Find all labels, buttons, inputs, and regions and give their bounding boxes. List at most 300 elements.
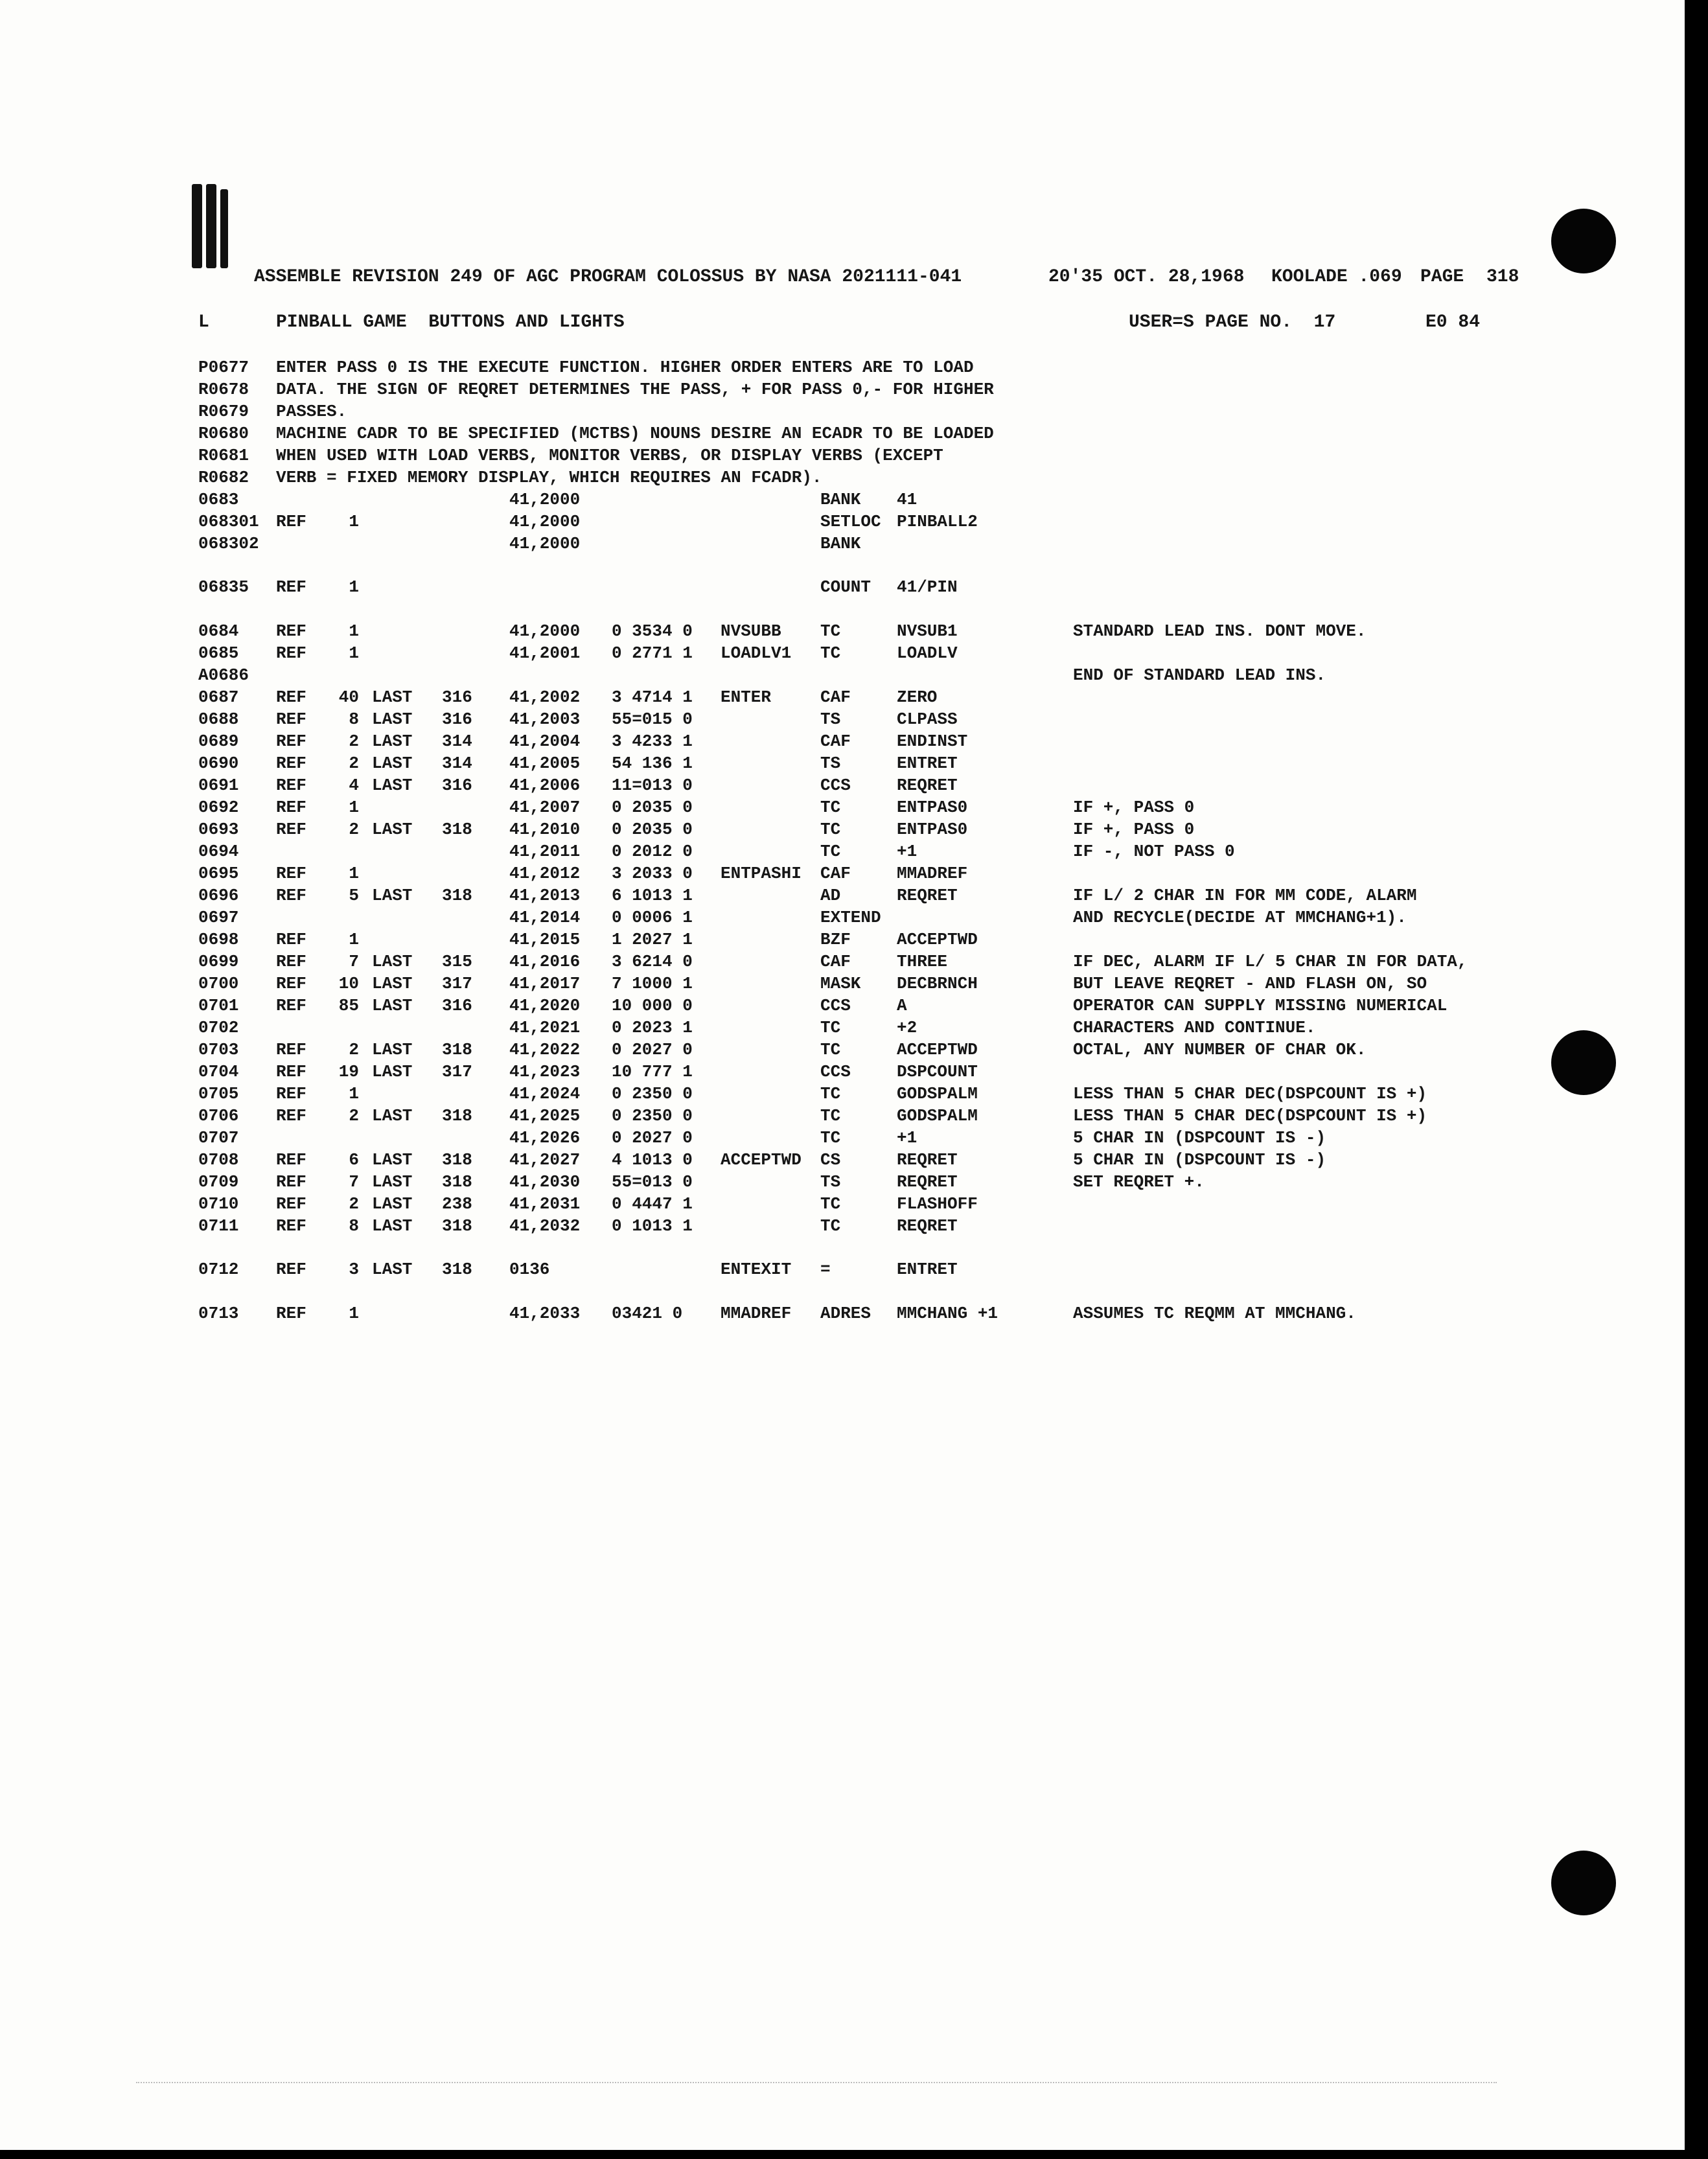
row-loc: 41,2000 — [509, 490, 581, 509]
row-pg: 318 — [442, 1216, 472, 1236]
row-seq: 0684 — [198, 621, 239, 641]
row-pg: 315 — [442, 952, 472, 971]
row-seq: 06835 — [198, 577, 249, 597]
row-ref: REF — [276, 643, 306, 663]
row-op: TS — [820, 754, 841, 773]
row-operand: ENTPAS0 — [897, 798, 968, 817]
row-pg: 238 — [442, 1194, 472, 1214]
row-op: TC — [820, 643, 841, 663]
row-loc: 41,2000 — [509, 621, 581, 641]
row-operand: ACCEPTWD — [897, 1040, 978, 1059]
row-ref: REF — [276, 1040, 306, 1059]
row-ref: REF — [276, 687, 306, 707]
row-cnt: 6 — [349, 1150, 359, 1170]
row-op: BZF — [820, 930, 851, 949]
row-operand: GODSPALM — [897, 1084, 978, 1103]
row-comment: LESS THAN 5 CHAR DEC(DSPCOUNT IS +) — [1073, 1084, 1427, 1103]
row-val: 3 4233 1 — [612, 732, 693, 751]
row-ref: REF — [276, 754, 306, 773]
row-operand: REQRET — [897, 886, 958, 905]
row-seq: 0689 — [198, 732, 239, 751]
row-last: LAST — [372, 1194, 413, 1214]
row-seq: 0700 — [198, 974, 239, 993]
row-ref: REF — [276, 952, 306, 971]
row-comment: SET REQRET +. — [1073, 1172, 1205, 1192]
row-pg: 318 — [442, 1106, 472, 1126]
row-loc: 41,2006 — [509, 776, 581, 795]
row-operand: ENTRET — [897, 754, 958, 773]
row-seq: 0688 — [198, 710, 239, 729]
row-cnt: 4 — [349, 776, 359, 795]
row-operand: A — [897, 996, 907, 1015]
row-cnt: 2 — [349, 1106, 359, 1126]
row-last: LAST — [372, 1106, 413, 1126]
row-loc: 41,2030 — [509, 1172, 581, 1192]
row-comment: STANDARD LEAD INS. DONT MOVE. — [1073, 621, 1367, 641]
row-op: EXTEND — [820, 908, 881, 927]
row-val: 6 1013 1 — [612, 886, 693, 905]
row-seq: 0702 — [198, 1018, 239, 1037]
row-cnt: 1 — [349, 930, 359, 949]
row-comment: OCTAL, ANY NUMBER OF CHAR OK. — [1073, 1040, 1367, 1059]
row-seq: 0701 — [198, 996, 239, 1015]
row-seq: 0694 — [198, 842, 239, 861]
row-last: LAST — [372, 1172, 413, 1192]
row-comment: IF +, PASS 0 — [1073, 798, 1195, 817]
row-val: 0 2023 1 — [612, 1018, 693, 1037]
row-pg: 316 — [442, 710, 472, 729]
row-seq: 0690 — [198, 754, 239, 773]
row-last: LAST — [372, 776, 413, 795]
row-loc: 41,2016 — [509, 952, 581, 971]
row-loc: 41,2002 — [509, 687, 581, 707]
row-val: 3 6214 0 — [612, 952, 693, 971]
row-ref: REF — [276, 1106, 306, 1126]
row-op: CAF — [820, 732, 851, 751]
row-val: 0 2027 0 — [612, 1040, 693, 1059]
row-last: LAST — [372, 1216, 413, 1236]
row-label: ENTPASHI — [721, 864, 802, 883]
row-loc: 41,2033 — [509, 1304, 581, 1323]
row-operand: PINBALL2 — [897, 512, 978, 531]
remark-text: DATA. THE SIGN OF REQRET DETERMINES THE PASS, + FOR PASS 0,- FOR HIGHER — [276, 380, 994, 399]
row-op: = — [820, 1260, 831, 1279]
row-pg: 316 — [442, 776, 472, 795]
row-ref: REF — [276, 1062, 306, 1081]
row-comment: AND RECYCLE(DECIDE AT MMCHANG+1). — [1073, 908, 1407, 927]
row-cnt: 2 — [349, 1040, 359, 1059]
row-comment: IF L/ 2 CHAR IN FOR MM CODE, ALARM — [1073, 886, 1417, 905]
row-operand: REQRET — [897, 1150, 958, 1170]
row-last: LAST — [372, 1062, 413, 1081]
row-operand: +2 — [897, 1018, 917, 1037]
row-operand: 41 — [897, 490, 917, 509]
row-cnt: 1 — [349, 621, 359, 641]
row-cnt: 2 — [349, 732, 359, 751]
row-label: NVSUBB — [721, 621, 781, 641]
row-cnt: 19 — [338, 1062, 359, 1081]
row-op: CCS — [820, 996, 851, 1015]
row-loc: 41,2007 — [509, 798, 581, 817]
row-seq: 0710 — [198, 1194, 239, 1214]
row-seq: 0706 — [198, 1106, 239, 1126]
row-val: 0 2350 0 — [612, 1106, 693, 1126]
row-val: 0 2350 0 — [612, 1084, 693, 1103]
remark-text: MACHINE CADR TO BE SPECIFIED (MCTBS) NOUNS DESIRE AN ECADR TO BE LOADED — [276, 424, 994, 443]
row-ref: REF — [276, 1150, 306, 1170]
row-loc: 41,2031 — [509, 1194, 581, 1214]
remark-text: PASSES. — [276, 402, 347, 421]
row-operand: REQRET — [897, 1172, 958, 1192]
row-comment: LESS THAN 5 CHAR DEC(DSPCOUNT IS +) — [1073, 1106, 1427, 1126]
bottom-dotted-line — [136, 2082, 1497, 2083]
row-cnt: 7 — [349, 952, 359, 971]
punch-hole — [1551, 1851, 1616, 1915]
row-operand: MMADREF — [897, 864, 968, 883]
row-cnt: 1 — [349, 798, 359, 817]
row-pg: 314 — [442, 754, 472, 773]
row-seq: 0712 — [198, 1260, 239, 1279]
row-op: CAF — [820, 864, 851, 883]
row-loc: 0136 — [509, 1260, 550, 1279]
remark-text: VERB = FIXED MEMORY DISPLAY, WHICH REQUIRES AN FCADR). — [276, 468, 822, 487]
row-operand: REQRET — [897, 1216, 958, 1236]
row-seq: 0683 — [198, 490, 239, 509]
row-operand: MMCHANG +1 — [897, 1304, 998, 1323]
row-op: CCS — [820, 1062, 851, 1081]
row-loc: 41,2015 — [509, 930, 581, 949]
row-op: TC — [820, 1040, 841, 1059]
row-op: TC — [820, 1106, 841, 1126]
row-op: TC — [820, 1084, 841, 1103]
row-ref: REF — [276, 820, 306, 839]
row-loc: 41,2014 — [509, 908, 581, 927]
row-loc: 41,2024 — [509, 1084, 581, 1103]
row-op: CAF — [820, 687, 851, 707]
row-seq: 0699 — [198, 952, 239, 971]
row-operand: ENDINST — [897, 732, 968, 751]
row-ref: REF — [276, 732, 306, 751]
row-comment: 5 CHAR IN (DSPCOUNT IS -) — [1073, 1150, 1326, 1170]
row-last: LAST — [372, 732, 413, 751]
row-op: CCS — [820, 776, 851, 795]
row-op: CAF — [820, 952, 851, 971]
row-seq: 0709 — [198, 1172, 239, 1192]
row-comment: ASSUMES TC REQMM AT MMCHANG. — [1073, 1304, 1356, 1323]
row-pg: 318 — [442, 1040, 472, 1059]
row-ref: REF — [276, 621, 306, 641]
row-pg: 318 — [442, 1150, 472, 1170]
header-user: KOOLADE .069 — [1271, 267, 1402, 287]
row-operand: NVSUB1 — [897, 621, 958, 641]
row-pg: 317 — [442, 1062, 472, 1081]
row-loc: 41,2012 — [509, 864, 581, 883]
row-op: TS — [820, 1172, 841, 1192]
row-op: TC — [820, 798, 841, 817]
row-last: LAST — [372, 1040, 413, 1059]
row-seq: 0696 — [198, 886, 239, 905]
row-val: 1 2027 1 — [612, 930, 693, 949]
row-seq: 0685 — [198, 643, 239, 663]
row-last: LAST — [372, 886, 413, 905]
row-op: TC — [820, 1216, 841, 1236]
row-ref: REF — [276, 1172, 306, 1192]
row-comment: BUT LEAVE REQRET - AND FLASH ON, SO — [1073, 974, 1427, 993]
row-operand: LOADLV — [897, 643, 958, 663]
row-last: LAST — [372, 710, 413, 729]
row-comment: IF -, NOT PASS 0 — [1073, 842, 1235, 861]
row-ref: REF — [276, 577, 306, 597]
row-val: 11=013 0 — [612, 776, 693, 795]
row-cnt: 1 — [349, 1304, 359, 1323]
row-pg: 314 — [442, 732, 472, 751]
row-operand: THREE — [897, 952, 948, 971]
row-op: COUNT — [820, 577, 871, 597]
row-pg: 318 — [442, 1260, 472, 1279]
row-cnt: 1 — [349, 512, 359, 531]
row-label: ENTER — [721, 687, 772, 707]
header-page-number: 318 — [1486, 267, 1519, 287]
row-val: 4 1013 0 — [612, 1150, 693, 1170]
row-val: 54 136 1 — [612, 754, 693, 773]
row-seq: 0692 — [198, 798, 239, 817]
row-seq: 0707 — [198, 1128, 239, 1148]
punch-hole — [1551, 209, 1616, 273]
row-comment: IF +, PASS 0 — [1073, 820, 1195, 839]
row-val: 10 777 1 — [612, 1062, 693, 1081]
row-comment: IF DEC, ALARM IF L/ 5 CHAR IN FOR DATA, — [1073, 952, 1468, 971]
row-comment: OPERATOR CAN SUPPLY MISSING NUMERICAL — [1073, 996, 1448, 1015]
row-operand: ZERO — [897, 687, 938, 707]
row-op: BANK — [820, 490, 861, 509]
subheader-type: L — [198, 312, 209, 332]
row-op: SETLOC — [820, 512, 881, 531]
row-val: 0 3534 0 — [612, 621, 693, 641]
row-loc: 41,2027 — [509, 1150, 581, 1170]
row-cnt: 1 — [349, 1084, 359, 1103]
row-loc: 41,2023 — [509, 1062, 581, 1081]
row-operand: ACCEPTWD — [897, 930, 978, 949]
row-val: 0 0006 1 — [612, 908, 693, 927]
row-loc: 41,2010 — [509, 820, 581, 839]
row-label: MMADREF — [721, 1304, 792, 1323]
row-seq: 068301 — [198, 512, 259, 531]
row-val: 3 2033 0 — [612, 864, 693, 883]
row-pg: 318 — [442, 886, 472, 905]
row-last: LAST — [372, 754, 413, 773]
row-operand: ENTPAS0 — [897, 820, 968, 839]
remark-seq: R0682 — [198, 468, 249, 487]
row-operand: REQRET — [897, 776, 958, 795]
row-pg: 316 — [442, 996, 472, 1015]
row-label: ACCEPTWD — [721, 1150, 802, 1170]
row-seq: 0687 — [198, 687, 239, 707]
row-last: LAST — [372, 687, 413, 707]
row-cnt: 1 — [349, 864, 359, 883]
row-val: 0 2771 1 — [612, 643, 693, 663]
row-label: ENTEXIT — [721, 1260, 792, 1279]
row-val: 3 4714 1 — [612, 687, 693, 707]
header-page-label: PAGE — [1420, 267, 1464, 287]
row-ref: REF — [276, 1194, 306, 1214]
row-cnt: 3 — [349, 1260, 359, 1279]
row-seq: 0697 — [198, 908, 239, 927]
row-cnt: 8 — [349, 710, 359, 729]
row-pg: 318 — [442, 820, 472, 839]
remark-seq: R0679 — [198, 402, 249, 421]
row-loc: 41,2005 — [509, 754, 581, 773]
row-seq: 0704 — [198, 1062, 239, 1081]
remark-text: WHEN USED WITH LOAD VERBS, MONITOR VERBS, OR DISPLAY VERBS (EXCEPT — [276, 446, 943, 465]
row-loc: 41,2025 — [509, 1106, 581, 1126]
row-cnt: 7 — [349, 1172, 359, 1192]
row-last: LAST — [372, 974, 413, 993]
row-operand: DECBRNCH — [897, 974, 978, 993]
row-seq: A0686 — [198, 665, 249, 685]
row-last: LAST — [372, 952, 413, 971]
row-pg: 316 — [442, 687, 472, 707]
row-val: 0 2035 0 — [612, 820, 693, 839]
row-last: LAST — [372, 820, 413, 839]
row-pg: 317 — [442, 974, 472, 993]
row-seq: 0708 — [198, 1150, 239, 1170]
row-ref: REF — [276, 1216, 306, 1236]
remark-seq: R0681 — [198, 446, 249, 465]
row-loc: 41,2013 — [509, 886, 581, 905]
header-title: ASSEMBLE REVISION 249 OF AGC PROGRAM COLOSSUS BY NASA 2021111-041 — [254, 267, 962, 287]
row-seq: 068302 — [198, 534, 259, 553]
row-cnt: 85 — [338, 996, 359, 1015]
row-val: 55=015 0 — [612, 710, 693, 729]
row-ref: REF — [276, 864, 306, 883]
subheader-user-page: USER=S PAGE NO. 17 — [1129, 312, 1336, 332]
header-date: 20'35 OCT. 28,1968 — [1048, 267, 1245, 287]
registration-mark — [206, 184, 216, 268]
subheader-eo: E0 84 — [1425, 312, 1481, 332]
row-label: LOADLV1 — [721, 643, 792, 663]
row-loc: 41,2032 — [509, 1216, 581, 1236]
row-operand: FLASHOFF — [897, 1194, 978, 1214]
row-operand: GODSPALM — [897, 1106, 978, 1126]
row-val: 0 1013 1 — [612, 1216, 693, 1236]
row-ref: REF — [276, 996, 306, 1015]
row-ref: REF — [276, 1084, 306, 1103]
row-cnt: 2 — [349, 820, 359, 839]
row-val: 10 000 0 — [612, 996, 693, 1015]
row-loc: 41,2004 — [509, 732, 581, 751]
subheader-title: PINBALL GAME BUTTONS AND LIGHTS — [276, 312, 625, 332]
row-operand: DSPCOUNT — [897, 1062, 978, 1081]
row-loc: 41,2022 — [509, 1040, 581, 1059]
row-cnt: 10 — [338, 974, 359, 993]
registration-mark — [192, 184, 202, 268]
row-op: TS — [820, 710, 841, 729]
row-pg: 318 — [442, 1172, 472, 1192]
row-operand: CLPASS — [897, 710, 958, 729]
row-op: ADRES — [820, 1304, 871, 1323]
row-operand: 41/PIN — [897, 577, 958, 597]
punch-hole — [1551, 1030, 1616, 1095]
remark-text: ENTER PASS 0 IS THE EXECUTE FUNCTION. HIGHER ORDER ENTERS ARE TO LOAD — [276, 358, 974, 377]
row-cnt: 8 — [349, 1216, 359, 1236]
row-cnt: 40 — [338, 687, 359, 707]
row-op: TC — [820, 820, 841, 839]
row-op: TC — [820, 621, 841, 641]
row-op: BANK — [820, 534, 861, 553]
row-loc: 41,2020 — [509, 996, 581, 1015]
row-cnt: 1 — [349, 643, 359, 663]
row-loc: 41,2003 — [509, 710, 581, 729]
row-val: 0 2012 0 — [612, 842, 693, 861]
row-ref: REF — [276, 798, 306, 817]
row-seq: 0693 — [198, 820, 239, 839]
row-loc: 41,2021 — [509, 1018, 581, 1037]
remark-seq: R0680 — [198, 424, 249, 443]
row-op: CS — [820, 1150, 841, 1170]
row-loc: 41,2017 — [509, 974, 581, 993]
row-op: TC — [820, 1194, 841, 1214]
row-op: TC — [820, 1018, 841, 1037]
row-val: 55=013 0 — [612, 1172, 693, 1192]
row-ref: REF — [276, 930, 306, 949]
row-loc: 41,2026 — [509, 1128, 581, 1148]
row-operand: +1 — [897, 1128, 917, 1148]
row-loc: 41,2000 — [509, 534, 581, 553]
row-last: LAST — [372, 996, 413, 1015]
row-op: TC — [820, 842, 841, 861]
row-seq: 0713 — [198, 1304, 239, 1323]
row-comment: CHARACTERS AND CONTINUE. — [1073, 1018, 1316, 1037]
row-loc: 41,2001 — [509, 643, 581, 663]
row-cnt: 5 — [349, 886, 359, 905]
row-comment: 5 CHAR IN (DSPCOUNT IS -) — [1073, 1128, 1326, 1148]
row-loc: 41,2011 — [509, 842, 581, 861]
row-ref: REF — [276, 1304, 306, 1323]
row-seq: 0705 — [198, 1084, 239, 1103]
row-ref: REF — [276, 886, 306, 905]
remark-seq: P0677 — [198, 358, 249, 377]
row-val: 03421 0 — [612, 1304, 683, 1323]
row-ref: REF — [276, 974, 306, 993]
row-val: 0 2035 0 — [612, 798, 693, 817]
row-cnt: 2 — [349, 754, 359, 773]
row-ref: REF — [276, 710, 306, 729]
registration-mark — [220, 189, 228, 268]
row-seq: 0711 — [198, 1216, 239, 1236]
row-val: 7 1000 1 — [612, 974, 693, 993]
row-comment: END OF STANDARD LEAD INS. — [1073, 665, 1326, 685]
row-seq: 0695 — [198, 864, 239, 883]
row-ref: REF — [276, 776, 306, 795]
remark-seq: R0678 — [198, 380, 249, 399]
row-seq: 0703 — [198, 1040, 239, 1059]
row-op: AD — [820, 886, 841, 905]
row-last: LAST — [372, 1260, 413, 1279]
row-seq: 0691 — [198, 776, 239, 795]
row-ref: REF — [276, 1260, 306, 1279]
row-op: MASK — [820, 974, 861, 993]
row-cnt: 1 — [349, 577, 359, 597]
row-operand: +1 — [897, 842, 917, 861]
row-val: 0 2027 0 — [612, 1128, 693, 1148]
row-operand: ENTRET — [897, 1260, 958, 1279]
row-last: LAST — [372, 1150, 413, 1170]
row-val: 0 4447 1 — [612, 1194, 693, 1214]
row-seq: 0698 — [198, 930, 239, 949]
row-loc: 41,2000 — [509, 512, 581, 531]
row-ref: REF — [276, 512, 306, 531]
row-cnt: 2 — [349, 1194, 359, 1214]
